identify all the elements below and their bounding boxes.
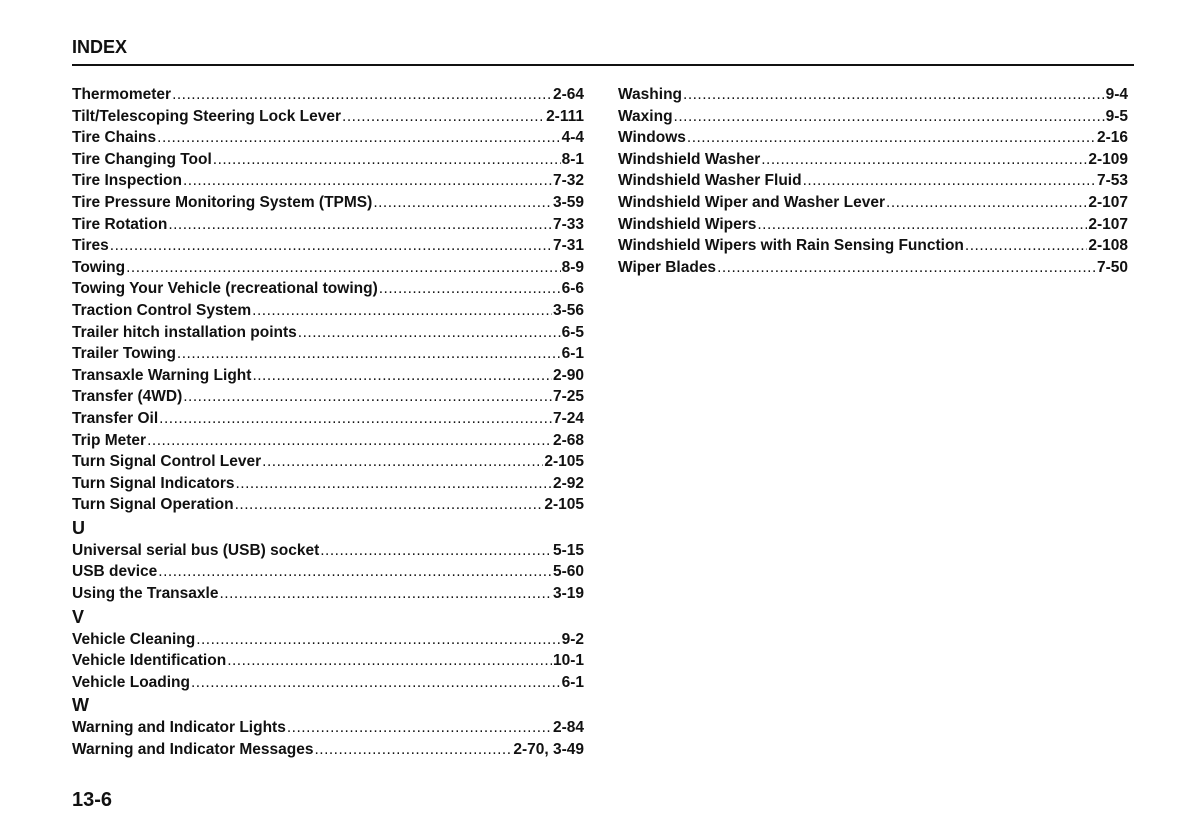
page-reference: 6-1: [561, 673, 584, 691]
index-column-left: [72, 84, 584, 761]
index-entry: [72, 322, 584, 344]
header-rule: [72, 64, 1134, 66]
index-entry: [72, 540, 584, 562]
index-entry: [72, 408, 584, 430]
dot-leader: [147, 430, 552, 452]
index-entry: [72, 235, 584, 257]
dot-leader: [287, 717, 552, 739]
index-entry: [72, 473, 584, 495]
index-term: Trailer hitch installation points: [72, 323, 297, 341]
index-term: Tilt/Telescoping Steering Lock Lever: [72, 107, 342, 125]
index-entry: [618, 214, 1128, 236]
dot-leader: [126, 257, 561, 279]
index-entry: [72, 717, 584, 739]
page-reference: 10-1: [552, 652, 584, 670]
index-term: Wiper Blades: [618, 258, 717, 276]
index-entry: [72, 106, 584, 128]
dot-leader: [674, 106, 1105, 128]
index-column-right: [618, 84, 1128, 278]
dot-leader: [168, 214, 552, 236]
dot-leader: [235, 494, 544, 516]
index-term: Vehicle Identification: [72, 652, 227, 670]
dot-leader: [761, 149, 1087, 171]
dot-leader: [320, 540, 552, 562]
dot-leader: [298, 322, 561, 344]
index-entry: [72, 650, 584, 672]
index-entry: [72, 127, 584, 149]
index-entry: [618, 257, 1128, 279]
index-entry: [72, 149, 584, 171]
dot-leader: [379, 278, 561, 300]
index-term: Tire Pressure Monitoring System (TPMS): [72, 193, 373, 211]
dot-leader: [886, 192, 1087, 214]
index-term: Vehicle Cleaning: [72, 630, 196, 648]
dot-leader: [157, 127, 560, 149]
dot-leader: [235, 473, 551, 495]
page-reference: 2-105: [544, 453, 584, 471]
index-entry: [72, 278, 584, 300]
index-entry: [72, 214, 584, 236]
index-entry: [618, 149, 1128, 171]
index-term: Universal serial bus (USB) socket: [72, 541, 320, 559]
index-term: Windshield Washer Fluid: [618, 172, 802, 190]
index-term: Transfer Oil: [72, 409, 159, 427]
page-reference: 4-4: [561, 129, 584, 147]
index-entry: [72, 629, 584, 651]
page-reference: 2-68: [552, 431, 584, 449]
index-term: Tire Inspection: [72, 172, 182, 190]
index-term: Transfer (4WD): [72, 388, 183, 406]
page-reference: 8-9: [561, 258, 584, 276]
index-term: Turn Signal Control Lever: [72, 453, 262, 471]
dot-leader: [262, 451, 543, 473]
index-term: Washing: [618, 86, 683, 103]
dot-leader: [342, 106, 545, 128]
dot-leader: [373, 192, 552, 214]
dot-leader: [687, 127, 1096, 149]
page-reference: 9-5: [1105, 107, 1128, 125]
index-entry: [72, 257, 584, 279]
index-term: Windshield Wiper and Washer Lever: [618, 193, 886, 211]
index-term: Towing Your Vehicle (recreational towing): [72, 280, 378, 298]
index-term: Waxing: [618, 107, 673, 125]
dot-leader: [191, 672, 561, 694]
dot-leader: [158, 561, 552, 583]
dot-leader: [183, 170, 552, 192]
page-reference: 7-33: [552, 215, 584, 233]
dot-leader: [252, 365, 552, 387]
page-reference: 9-4: [1105, 86, 1128, 103]
dot-leader: [757, 214, 1087, 236]
section-letter: U: [72, 517, 85, 538]
page-number: 13-6: [72, 789, 113, 811]
dot-leader: [159, 408, 552, 430]
page-reference: 3-59: [552, 193, 584, 211]
index-entry: [72, 451, 584, 473]
dot-leader: [227, 650, 552, 672]
dot-leader: [110, 235, 552, 257]
index-term: Tire Changing Tool: [72, 150, 212, 168]
index-term: Turn Signal Indicators: [72, 474, 235, 492]
index-term: Windshield Wipers with Rain Sensing Function: [618, 237, 964, 255]
page-reference: 2-108: [1088, 237, 1128, 255]
index-term: Towing: [72, 258, 126, 276]
index-entry: [72, 386, 584, 408]
page-reference: 6-1: [561, 345, 584, 363]
index-term: Using the Transaxle: [72, 585, 219, 603]
dot-leader: [213, 149, 561, 171]
page-reference: 2-111: [546, 107, 584, 125]
index-entry: [72, 583, 584, 605]
index-term: Warning and Indicator Messages: [72, 741, 314, 759]
index-entry: [72, 343, 584, 365]
page-reference: 7-24: [552, 409, 584, 427]
index-term: USB device: [72, 563, 158, 581]
index-entry: [72, 494, 584, 516]
page-reference: 7-50: [1096, 258, 1128, 276]
page-reference: 7-31: [552, 237, 584, 255]
page-reference: 3-19: [552, 585, 584, 603]
index-entry: [72, 170, 584, 192]
index-term: Windows: [618, 129, 686, 147]
dot-leader: [314, 739, 512, 761]
index-entry: [618, 192, 1128, 214]
index-entry: [72, 365, 584, 387]
index-entry: [618, 127, 1128, 149]
index-term: Trailer Towing: [72, 345, 176, 363]
section-letter: W: [72, 695, 89, 716]
index-entry: [618, 170, 1128, 192]
dot-leader: [196, 629, 560, 651]
page-reference: 8-1: [561, 150, 584, 168]
index-term: Vehicle Loading: [72, 673, 190, 691]
page-reference: 2-107: [1088, 215, 1128, 233]
page-reference: 2-107: [1088, 193, 1128, 211]
index-term: Tires: [72, 237, 109, 255]
index-term: Traction Control System: [72, 301, 252, 319]
index-term: Turn Signal Operation: [72, 496, 234, 514]
dot-leader: [219, 583, 552, 605]
page-reference: 9-2: [561, 630, 584, 648]
index-entry: [72, 739, 584, 761]
page-title: INDEX: [72, 37, 128, 57]
page-reference: 2-70, 3-49: [513, 741, 584, 759]
page-reference: 2-16: [1096, 129, 1128, 147]
dot-leader: [803, 170, 1096, 192]
index-entry: [72, 192, 584, 214]
page-reference: 2-109: [1088, 150, 1128, 168]
page-reference: 7-25: [552, 388, 584, 406]
index-term: Tire Chains: [72, 129, 157, 147]
page-reference: 5-15: [552, 541, 584, 559]
dot-leader: [965, 235, 1087, 257]
index-entry: [618, 106, 1128, 128]
page-reference: 3-56: [552, 301, 584, 319]
index-term: Tire Rotation: [72, 215, 168, 233]
page-reference: 2-92: [552, 474, 584, 492]
index-entry: [72, 672, 584, 694]
dot-leader: [717, 257, 1096, 279]
index-entry: [72, 561, 584, 583]
page-reference: 2-64: [552, 86, 584, 103]
page-reference: 2-90: [552, 366, 584, 384]
index-term: Trip Meter: [72, 431, 147, 449]
index-term: Warning and Indicator Lights: [72, 719, 286, 737]
page-reference: 6-5: [561, 323, 584, 341]
page-reference: 2-105: [544, 496, 584, 514]
dot-leader: [683, 84, 1105, 106]
index-entry: [72, 430, 584, 452]
dot-leader: [177, 343, 561, 365]
index-term: Windshield Wipers: [618, 215, 757, 233]
index-term: Windshield Washer: [618, 150, 761, 168]
index-term: Thermometer: [72, 86, 172, 103]
page-reference: 6-6: [561, 280, 584, 298]
index-entry: [618, 84, 1128, 106]
dot-leader: [252, 300, 552, 322]
section-letter: V: [72, 606, 85, 627]
index-entry: [618, 235, 1128, 257]
page-reference: 2-84: [552, 719, 584, 737]
page-reference: 5-60: [552, 563, 584, 581]
dot-leader: [183, 386, 552, 408]
page-reference: 7-53: [1096, 172, 1128, 190]
dot-leader: [172, 84, 552, 106]
page-reference: 7-32: [552, 172, 584, 190]
index-term: Transaxle Warning Light: [72, 366, 252, 384]
index-entry: [72, 300, 584, 322]
index-entry: [72, 84, 584, 106]
